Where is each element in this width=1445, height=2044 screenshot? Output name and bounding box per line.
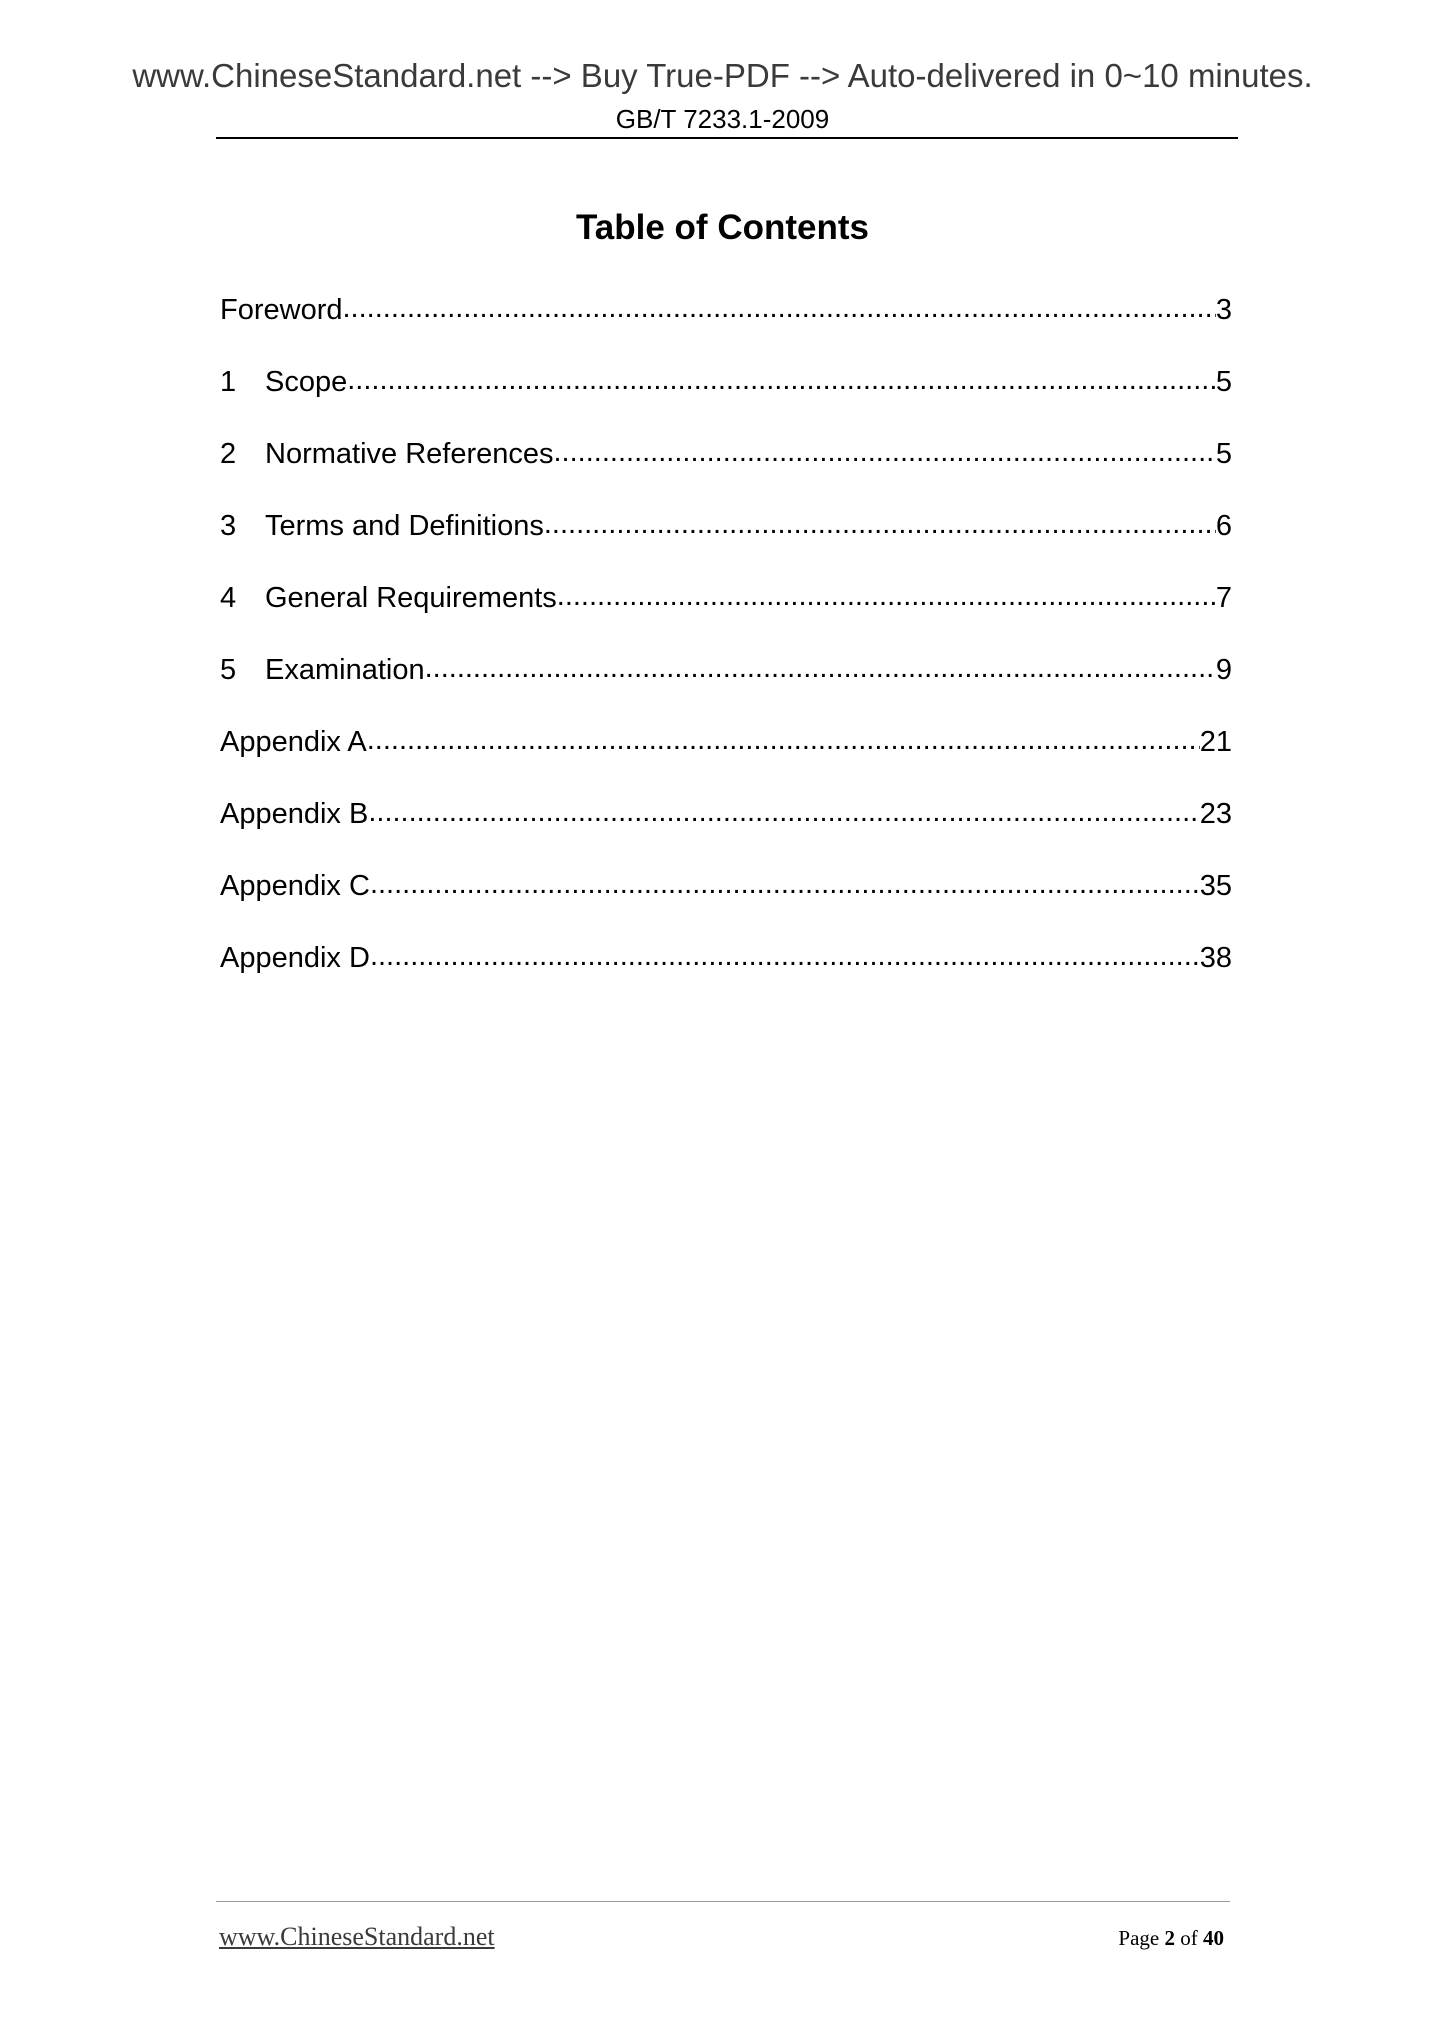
- toc-title: Table of Contents: [576, 208, 869, 247]
- toc-entry-number: 1: [220, 366, 237, 398]
- total-pages-number: 40: [1203, 1926, 1224, 1950]
- toc-entry-page: 38: [1199, 942, 1232, 974]
- toc-entry-page: 23: [1199, 798, 1232, 830]
- toc-entry-label: Appendix A: [220, 726, 367, 758]
- toc-entry-page: 21: [1199, 726, 1232, 758]
- toc-entry-appendix-c[interactable]: [220, 866, 1232, 938]
- dot-leader: [343, 288, 1216, 328]
- footer-divider: [216, 1901, 1230, 1902]
- toc-entry-page: 3: [1215, 294, 1232, 326]
- toc-entry-number: 2: [220, 438, 237, 470]
- toc-entry-page: 5: [1215, 438, 1232, 470]
- toc-entry-normative-references[interactable]: [220, 434, 1232, 506]
- toc-entry-number: 3: [220, 510, 237, 542]
- toc-entry-label: Appendix D: [220, 942, 370, 974]
- dot-leader: [554, 432, 1216, 472]
- site-banner: www.ChineseStandard.net --> Buy True-PDF --> Auto-delivered in 0~10 minutes.: [132, 57, 1313, 94]
- dot-leader: [347, 360, 1216, 400]
- toc-entry-terms-and-definitions[interactable]: [220, 506, 1232, 578]
- dot-leader: [370, 936, 1200, 976]
- toc-entry-examination[interactable]: [220, 650, 1232, 722]
- current-page-number: 2: [1164, 1926, 1175, 1950]
- toc-entry-page: 35: [1199, 870, 1232, 902]
- dot-leader: [557, 576, 1216, 616]
- toc-entry-page: 7: [1215, 582, 1232, 614]
- toc-entry-number: 5: [220, 654, 237, 686]
- standard-code: GB/T 7233.1-2009: [615, 104, 830, 134]
- toc-entry-appendix-a[interactable]: [220, 722, 1232, 794]
- toc-entry-page: 6: [1215, 510, 1232, 542]
- table-of-contents: [220, 290, 1232, 1010]
- toc-entry-appendix-b[interactable]: [220, 794, 1232, 866]
- dot-leader: [544, 504, 1216, 544]
- page-word: Page: [1118, 1926, 1160, 1950]
- toc-entry-label: Appendix C: [220, 870, 370, 902]
- toc-entry-page: 5: [1215, 366, 1232, 398]
- footer-site-link[interactable]: www.ChineseStandard.net: [219, 1922, 495, 1951]
- header-divider: [216, 137, 1238, 139]
- toc-entry-scope[interactable]: [220, 362, 1232, 434]
- toc-entry-label: Examination: [265, 654, 425, 686]
- toc-entry-label: Terms and Definitions: [265, 510, 544, 542]
- toc-entry-number: 4: [220, 582, 237, 614]
- toc-entry-foreword[interactable]: [220, 290, 1232, 362]
- toc-entry-page: 9: [1215, 654, 1232, 686]
- toc-entry-label: Scope: [265, 366, 348, 398]
- of-word: of: [1180, 1926, 1198, 1950]
- toc-entry-label: General Requirements: [265, 582, 557, 614]
- dot-leader: [368, 792, 1199, 832]
- dot-leader: [367, 720, 1200, 760]
- toc-entry-label: Appendix B: [220, 798, 369, 830]
- toc-entry-general-requirements[interactable]: [220, 578, 1232, 650]
- toc-entry-label: Foreword: [220, 294, 343, 326]
- page-number: [1118, 1924, 1224, 1952]
- toc-entry-label: Normative References: [265, 438, 554, 470]
- dot-leader: [425, 648, 1216, 688]
- dot-leader: [370, 864, 1200, 904]
- toc-entry-appendix-d[interactable]: [220, 938, 1232, 1010]
